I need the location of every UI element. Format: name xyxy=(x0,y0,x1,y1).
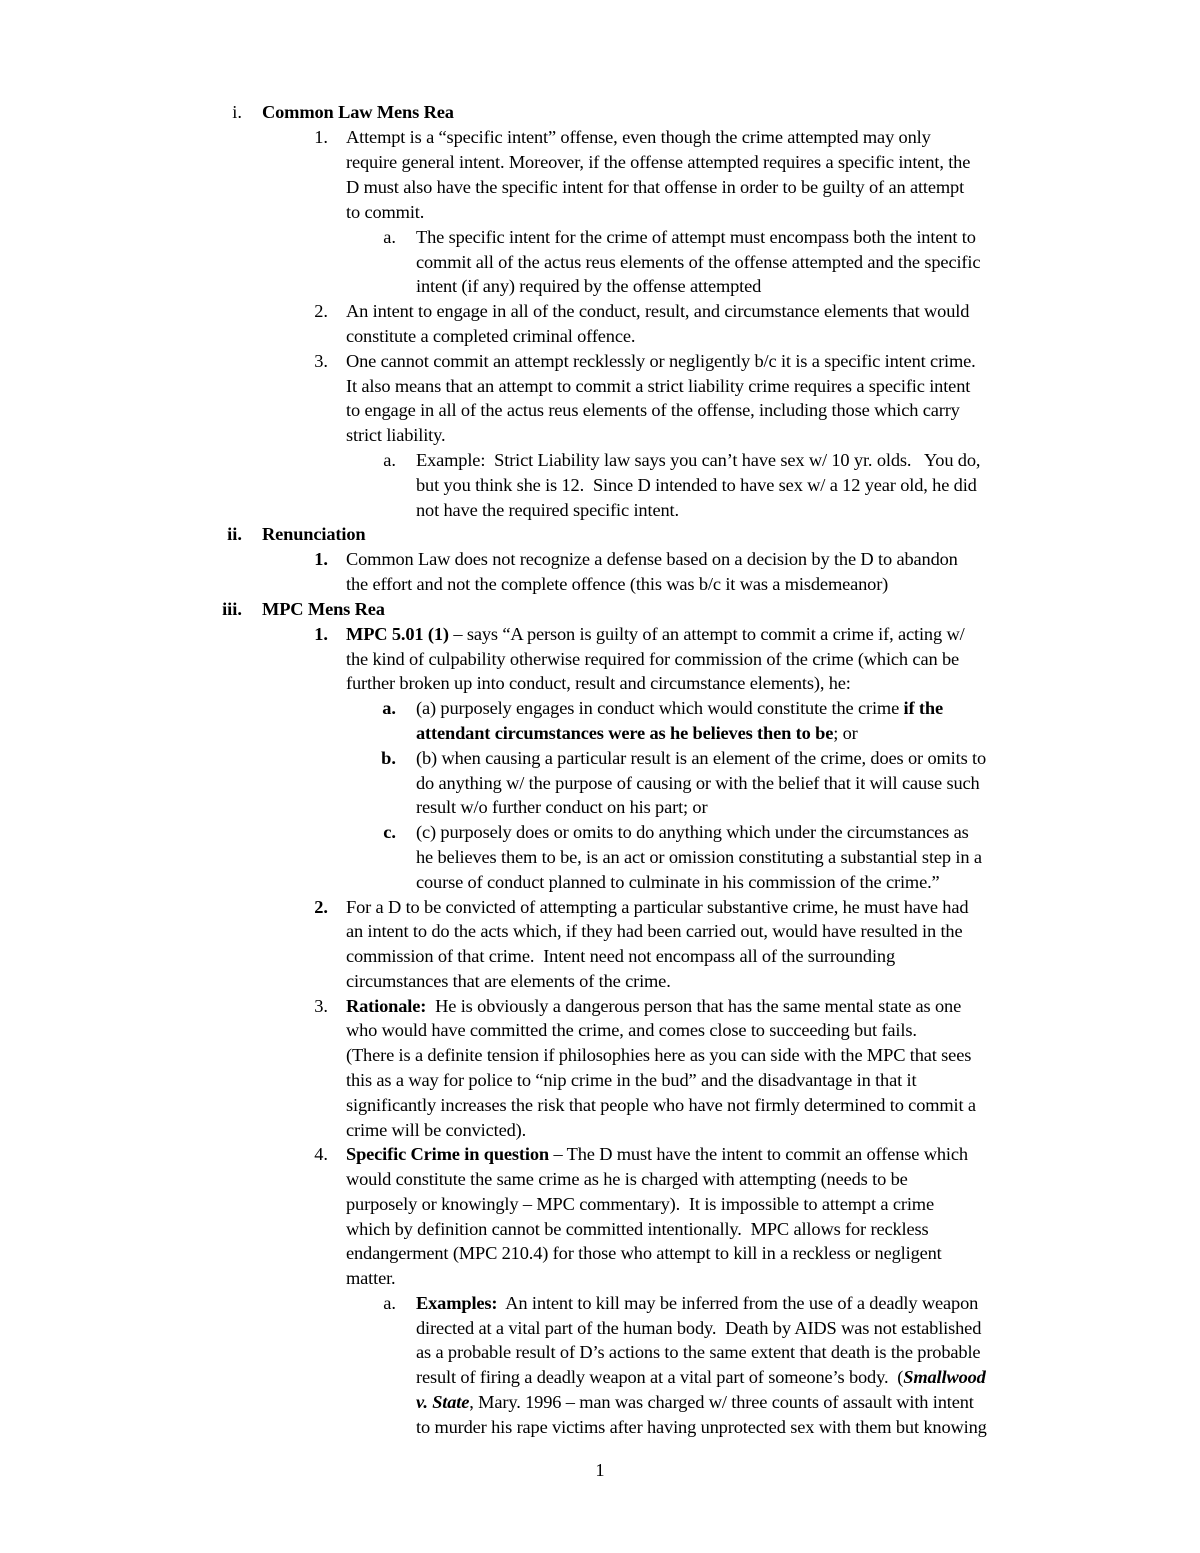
subitem-marker: a. xyxy=(383,450,396,470)
text-line: as a probable result of D’s actions to the same extent that death is the probable xyxy=(416,1342,981,1362)
subitem-marker: a. xyxy=(383,1293,396,1313)
item-marker: 3. xyxy=(314,996,328,1016)
text-line xyxy=(416,1365,986,1390)
text-line xyxy=(416,721,858,746)
text-line: An intent to engage in all of the conduct, result, and circumstance elements that would xyxy=(346,301,970,321)
text-line xyxy=(346,622,965,647)
text-line: Attempt is a “specific intent” offense, even though the crime attempted may only xyxy=(346,127,931,147)
item-lead: MPC 5.01 (1) xyxy=(346,624,449,644)
text-line: crime will be convicted). xyxy=(346,1120,527,1140)
text-line: One cannot commit an attempt recklessly or negligently b/c it is a specific intent crime. xyxy=(346,351,976,371)
item-marker: 3. xyxy=(314,351,328,371)
text-line xyxy=(346,994,961,1019)
text-line xyxy=(416,1291,978,1316)
text-line: not have the required specific intent. xyxy=(416,500,679,520)
text-line: intent (if any) required by the offense attempted xyxy=(416,276,762,296)
text-run: ; or xyxy=(833,723,858,743)
section-marker: iii. xyxy=(222,599,242,619)
item-marker: 2. xyxy=(314,897,328,917)
text-line xyxy=(416,1390,974,1415)
text-line: For a D to be convicted of attempting a particular substantive crime, he must have had xyxy=(346,897,969,917)
text-line xyxy=(346,1142,968,1167)
page-number: 1 xyxy=(595,1460,605,1480)
text-line: directed at a vital part of the human body. Death by AIDS was not established xyxy=(416,1318,982,1338)
text-run: result of firing a deadly weapon at a vital part of someone’s body. ( xyxy=(416,1367,904,1387)
case-name: Smallwood xyxy=(903,1367,986,1387)
text-run: He is obviously a dangerous person that has the same mental state as one xyxy=(426,996,962,1016)
item-marker: 1. xyxy=(314,624,328,644)
item-lead: Rationale: xyxy=(346,996,427,1016)
text-line: he believes them to be, is an act or omission constituting a substantial step in a xyxy=(416,847,982,867)
text-line: significantly increases the risk that people who have not firmly determined to commit a xyxy=(346,1095,976,1115)
text-line: result w/o further conduct on his part; or xyxy=(416,797,708,817)
text-line: The specific intent for the crime of attempt must encompass both the intent to xyxy=(416,227,976,247)
text-line: endangerment (MPC 210.4) for those who attempt to kill in a reckless or negligent xyxy=(346,1243,942,1263)
section-marker: ii. xyxy=(227,524,242,544)
text-line: do anything w/ the purpose of causing or with the belief that it will cause such xyxy=(416,773,980,793)
text-line: constitute a completed criminal offence. xyxy=(346,326,636,346)
text-line: D must also have the specific intent for that offense in order to be guilty of an attempt xyxy=(346,177,965,197)
subitem-marker: c. xyxy=(383,822,396,842)
text-line: Common Law does not recognize a defense based on a decision by the D to abandon xyxy=(346,549,958,569)
item-marker: 1. xyxy=(314,549,328,569)
item-lead: Specific Crime in question xyxy=(346,1144,549,1164)
text-run: An intent to kill may be inferred from the use of a deadly weapon xyxy=(497,1293,979,1313)
text-run-bold: attendant circumstances were as he believes then to be xyxy=(416,723,834,743)
text-run-bold: if the xyxy=(903,698,943,718)
text-line: purposely or knowingly – MPC commentary). It is impossible to attempt a crime xyxy=(346,1194,934,1214)
text-line: require general intent. Moreover, if the offense attempted requires a specific intent, the xyxy=(346,152,971,172)
text-run: (a) purposely engages in conduct which would constitute the crime xyxy=(416,698,904,718)
item-marker: 1. xyxy=(314,127,328,147)
text-line: who would have committed the crime, and comes close to succeeding but fails. xyxy=(346,1020,917,1040)
text-line: but you think she is 12. Since D intended to have sex w/ a 12 year old, he did xyxy=(416,475,977,495)
item-lead: Examples: xyxy=(416,1293,498,1313)
text-line: commission of that crime. Intent need not encompass all of the surrounding xyxy=(346,946,896,966)
text-line: Example: Strict Liability law says you can’t have sex w/ 10 yr. olds. You do, xyxy=(416,450,981,470)
text-line: matter. xyxy=(346,1268,396,1288)
text-run: – says “A person is guilty of an attempt to commit a crime if, acting w/ xyxy=(448,624,965,644)
text-line: an intent to do the acts which, if they had been carried out, would have resulted in the xyxy=(346,921,963,941)
subitem-marker: b. xyxy=(381,748,396,768)
text-line: this as a way for police to “nip crime in the bud” and the disadvantage in that it xyxy=(346,1070,917,1090)
text-line: would constitute the same crime as he is charged with attempting (needs to be xyxy=(346,1169,908,1189)
text-line xyxy=(416,696,943,721)
text-line: which by definition cannot be committed intentionally. MPC allows for reckless xyxy=(346,1219,929,1239)
text-line: (There is a definite tension if philosophies here as you can side with the MPC that sees xyxy=(346,1045,972,1065)
item-marker: 4. xyxy=(314,1144,328,1164)
subitem-marker: a. xyxy=(383,227,396,247)
text-line: (c) purposely does or omits to do anything which under the circumstances as xyxy=(416,822,969,842)
text-line: course of conduct planned to culminate in his commission of the crime.” xyxy=(416,872,940,892)
text-line: strict liability. xyxy=(346,425,446,445)
text-line: commit all of the actus reus elements of the offense attempted and the specific xyxy=(416,252,981,272)
section-marker: i. xyxy=(232,102,242,122)
text-line: It also means that an attempt to commit a strict liability crime requires a specific intent xyxy=(346,376,971,396)
item-marker: 2. xyxy=(314,301,328,321)
text-line: further broken up into conduct, result and circumstance elements), he: xyxy=(346,673,851,693)
section-heading: Common Law Mens Rea xyxy=(262,102,454,122)
text-run: , Mary. 1996 – man was charged w/ three counts of assault with intent xyxy=(469,1392,974,1412)
text-line: to commit. xyxy=(346,202,425,222)
text-line: the effort and not the complete offence (this was b/c it was a misdemeanor) xyxy=(346,574,889,594)
text-line: circumstances that are elements of the crime. xyxy=(346,971,671,991)
text-line: to engage in all of the actus reus elements of the offense, including those which carry xyxy=(346,400,960,420)
text-line: to murder his rape victims after having unprotected sex with them but knowing xyxy=(416,1417,987,1437)
text-run: – The D must have the intent to commit an offense which xyxy=(549,1144,968,1164)
section-heading: MPC Mens Rea xyxy=(262,599,385,619)
text-line: the kind of culpability otherwise required for commission of the crime (which can be xyxy=(346,649,960,669)
text-line: (b) when causing a particular result is an element of the crime, does or omits to xyxy=(416,748,987,768)
section-heading: Renunciation xyxy=(262,524,366,544)
subitem-marker: a. xyxy=(382,698,396,718)
case-name: v. State xyxy=(416,1392,470,1412)
